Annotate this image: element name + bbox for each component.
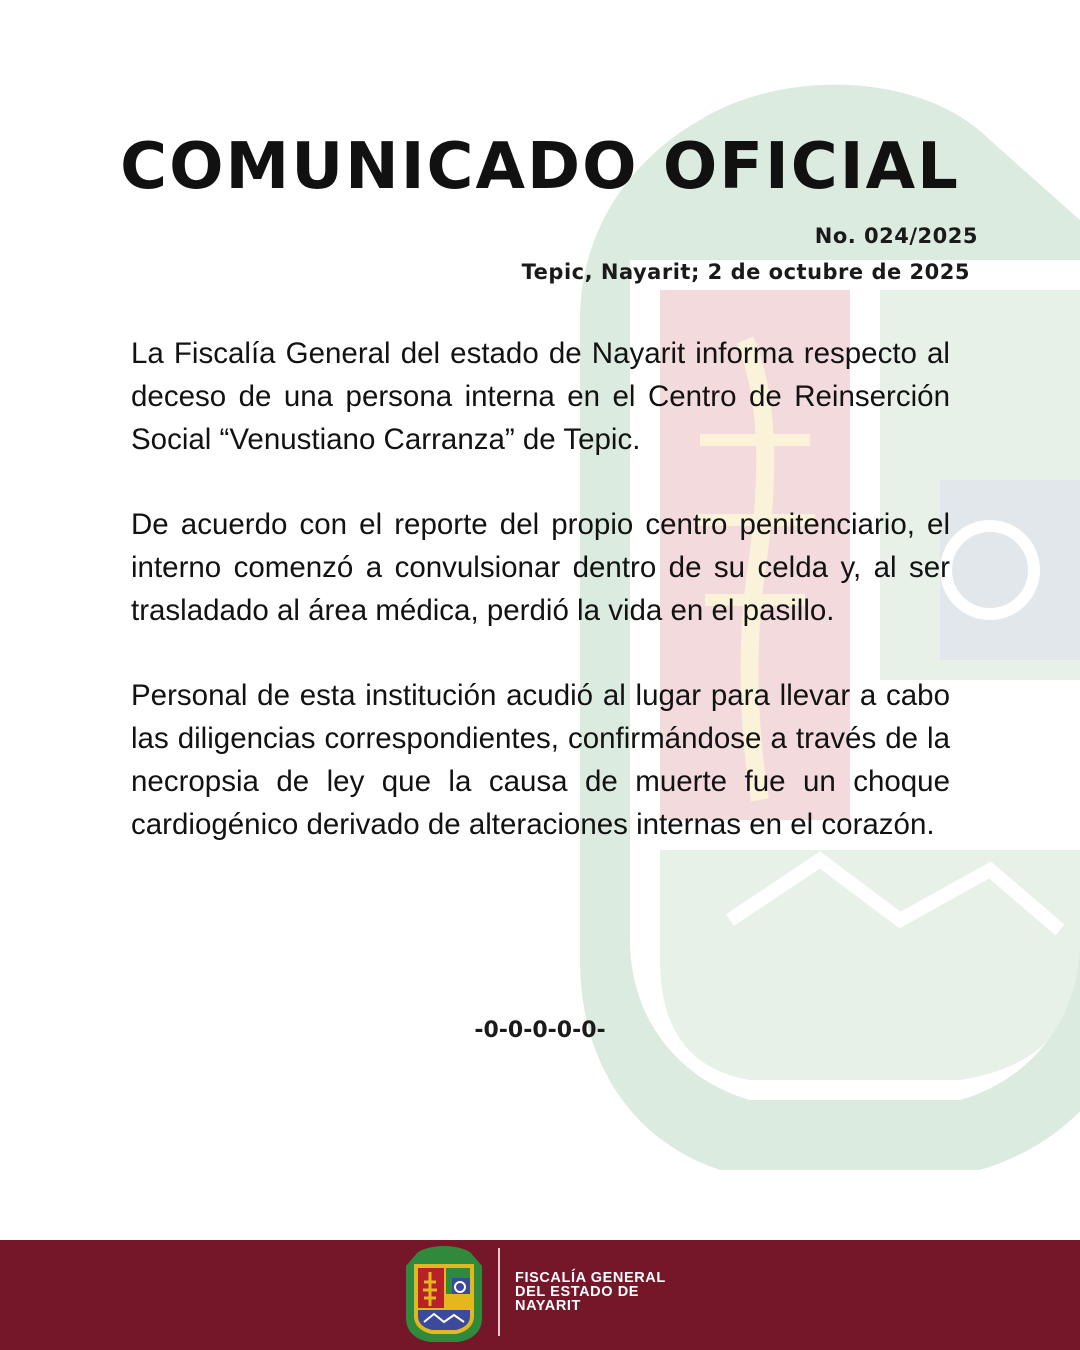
footer-bar <box>0 1240 1080 1350</box>
footer-divider <box>498 1248 500 1336</box>
body-paragraph: Personal de esta institución acudió al lugar para llevar a cabo las diligencias correspondientes, confirmándose a través de la necropsia de ley que la causa de muerte fue un choque cardiogénico derivado de alteraciones internas en el corazón. <box>131 679 950 841</box>
organization-name <box>515 1271 666 1313</box>
organization-name-line: FISCALÍA GENERAL <box>515 1270 666 1286</box>
page-title: COMUNICADO OFICIAL <box>120 130 960 204</box>
organization-name-line: NAYARIT <box>515 1298 581 1314</box>
place-and-date: Tepic, Nayarit; 2 de octubre de 2025 <box>521 260 970 284</box>
body-paragraph: De acuerdo con el reporte del propio centro penitenciario, el interno comenzó a convulsionar dentro de su celda y, al ser trasladado al área médica, perdió la vida en el pasillo. <box>131 508 950 627</box>
end-separator: -0-0-0-0-0- <box>474 1018 606 1043</box>
nayarit-coat-of-arms-icon <box>402 1244 486 1344</box>
communique-number: No. 024/2025 <box>814 224 978 248</box>
communique-body <box>131 332 950 888</box>
organization-name-line: DEL ESTADO DE <box>515 1284 640 1300</box>
body-paragraph: La Fiscalía General del estado de Nayarit informa respecto al deceso de una persona interna en el Centro de Reinserción Social “Venustiano Carranza” de Tepic. <box>131 337 950 456</box>
